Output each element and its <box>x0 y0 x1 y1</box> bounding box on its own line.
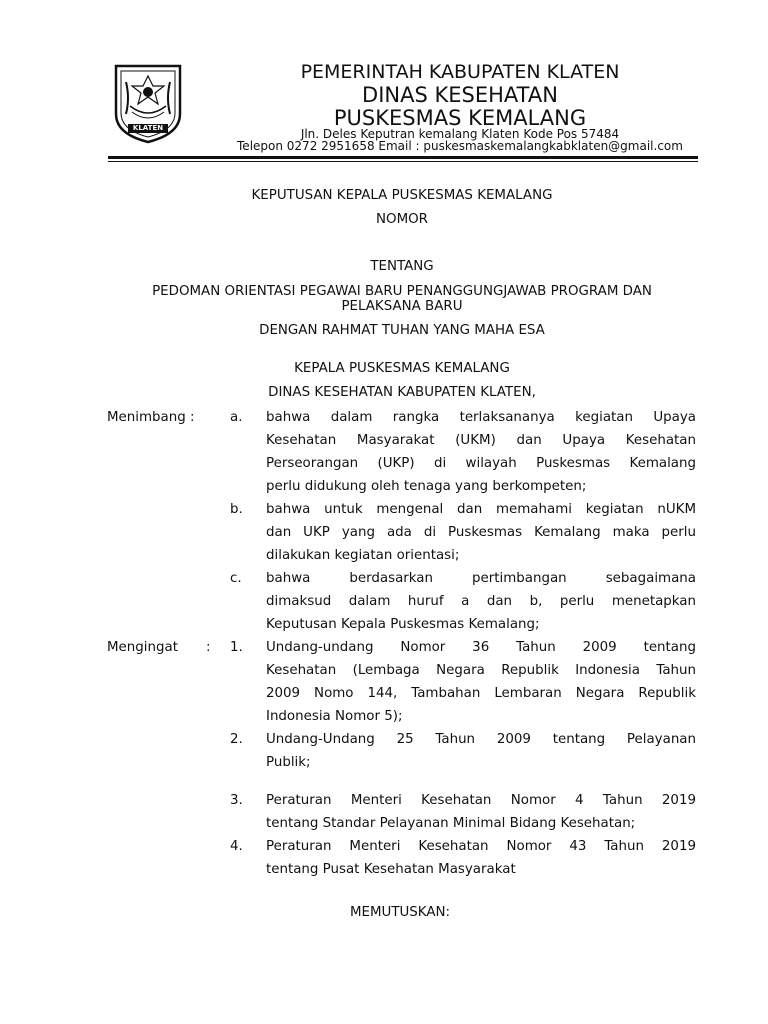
logo-caption: KLATEN <box>132 124 164 132</box>
menimbang-item-a <box>266 406 696 498</box>
menimbang-marker-c: c. <box>230 571 242 586</box>
about-heading: TENTANG <box>370 259 434 274</box>
text-line: Peraturan Menteri Kesehatan Nomor 43 Tahun 2019 <box>266 839 696 854</box>
text-line: perlu didukung oleh tenaga yang berkompeten; <box>266 479 587 494</box>
mengingat-item-3 <box>266 789 696 835</box>
subject-line-2: PELAKSANA BARU <box>341 299 463 314</box>
mengingat-marker-4: 4. <box>230 839 243 854</box>
mengingat-colon: : <box>206 640 211 655</box>
mengingat-item-1 <box>266 636 696 728</box>
header-address: Jln. Deles Keputran kemalang Klaten Kode Pos 57484 <box>300 127 620 141</box>
menimbang-item-c <box>266 567 696 636</box>
mengingat-label: Mengingat <box>107 640 178 655</box>
text-line: dimaksud dalam huruf a dan b, perlu menetapkan <box>266 594 696 609</box>
text-line: Undang-undang Nomor 36 Tahun 2009 tentang <box>266 640 696 655</box>
office-title: DINAS KESEHATAN KABUPATEN KLATEN, <box>268 385 536 400</box>
subject-line-1: PEDOMAN ORIENTASI PEGAWAI BARU PENANGGUNGJAWAB PROGRAM DAN <box>152 284 652 299</box>
text-line: tentang Standar Pelayanan Minimal Bidang Kesehatan; <box>266 816 636 831</box>
header-divider-thin <box>108 161 698 162</box>
text-line: dan UKP yang ada di Puskesmas Kemalang maka perlu <box>266 525 696 540</box>
mengingat-marker-2: 2. <box>230 732 243 747</box>
official-title: KEPALA PUSKESMAS KEMALANG <box>294 361 510 376</box>
header-contact: Telepon 0272 2951658 Email : puskesmaskemalangkabklaten@gmail.com <box>237 139 683 153</box>
grace-statement: DENGAN RAHMAT TUHAN YANG MAHA ESA <box>259 323 545 338</box>
menimbang-item-b <box>266 498 696 567</box>
decides-heading: MEMUTUSKAN: <box>349 905 451 920</box>
menimbang-marker-b: b. <box>230 502 243 517</box>
text-line: Kesehatan (Lembaga Negara Republik Indonesia Tahun <box>266 663 696 678</box>
mengingat-marker-1: 1. <box>230 640 243 655</box>
decision-title: KEPUTUSAN KEPALA PUSKESMAS KEMALANG <box>251 188 553 203</box>
menimbang-marker-a: a. <box>230 410 243 425</box>
header-institution: PUSKESMAS KEMALANG <box>333 106 587 130</box>
text-line: dilakukan kegiatan orientasi; <box>266 548 460 563</box>
text-line: bahwa berdasarkan pertimbangan sebagaimana <box>266 571 696 586</box>
text-line: Peraturan Menteri Kesehatan Nomor 4 Tahun 2019 <box>266 793 696 808</box>
text-line: bahwa untuk mengenal dan memahami kegiatan nUKM <box>266 502 696 517</box>
text-line: tentang Pusat Kesehatan Masyarakat <box>266 862 516 877</box>
text-line: bahwa dalam rangka terlaksananya kegiatan Upaya <box>266 410 696 425</box>
text-line: Keputusan Kepala Puskesmas Kemalang; <box>266 617 540 632</box>
mengingat-item-4 <box>266 835 696 881</box>
text-line: Publik; <box>266 755 311 770</box>
header-government: PEMERINTAH KABUPATEN KLATEN <box>300 61 620 83</box>
mengingat-marker-3: 3. <box>230 793 243 808</box>
header-agency: DINAS KESEHATAN <box>362 83 558 107</box>
text-line: Kesehatan Masyarakat (UKM) dan Upaya Kesehatan <box>266 433 696 448</box>
text-line: Perseorangan (UKP) di wilayah Puskesmas Kemalang <box>266 456 696 471</box>
klaten-coat-of-arms-logo <box>112 62 184 144</box>
mengingat-item-2 <box>266 728 696 774</box>
menimbang-label: Menimbang : <box>107 410 195 425</box>
header-divider-thick <box>108 156 698 159</box>
text-line: 2009 Nomo 144, Tambahan Lembaran Negara Republik <box>266 686 696 701</box>
decision-number: NOMOR <box>376 212 428 227</box>
text-line: Indonesia Nomor 5); <box>266 709 403 724</box>
text-line: Undang-Undang 25 Tahun 2009 tentang Pelayanan <box>266 732 696 747</box>
